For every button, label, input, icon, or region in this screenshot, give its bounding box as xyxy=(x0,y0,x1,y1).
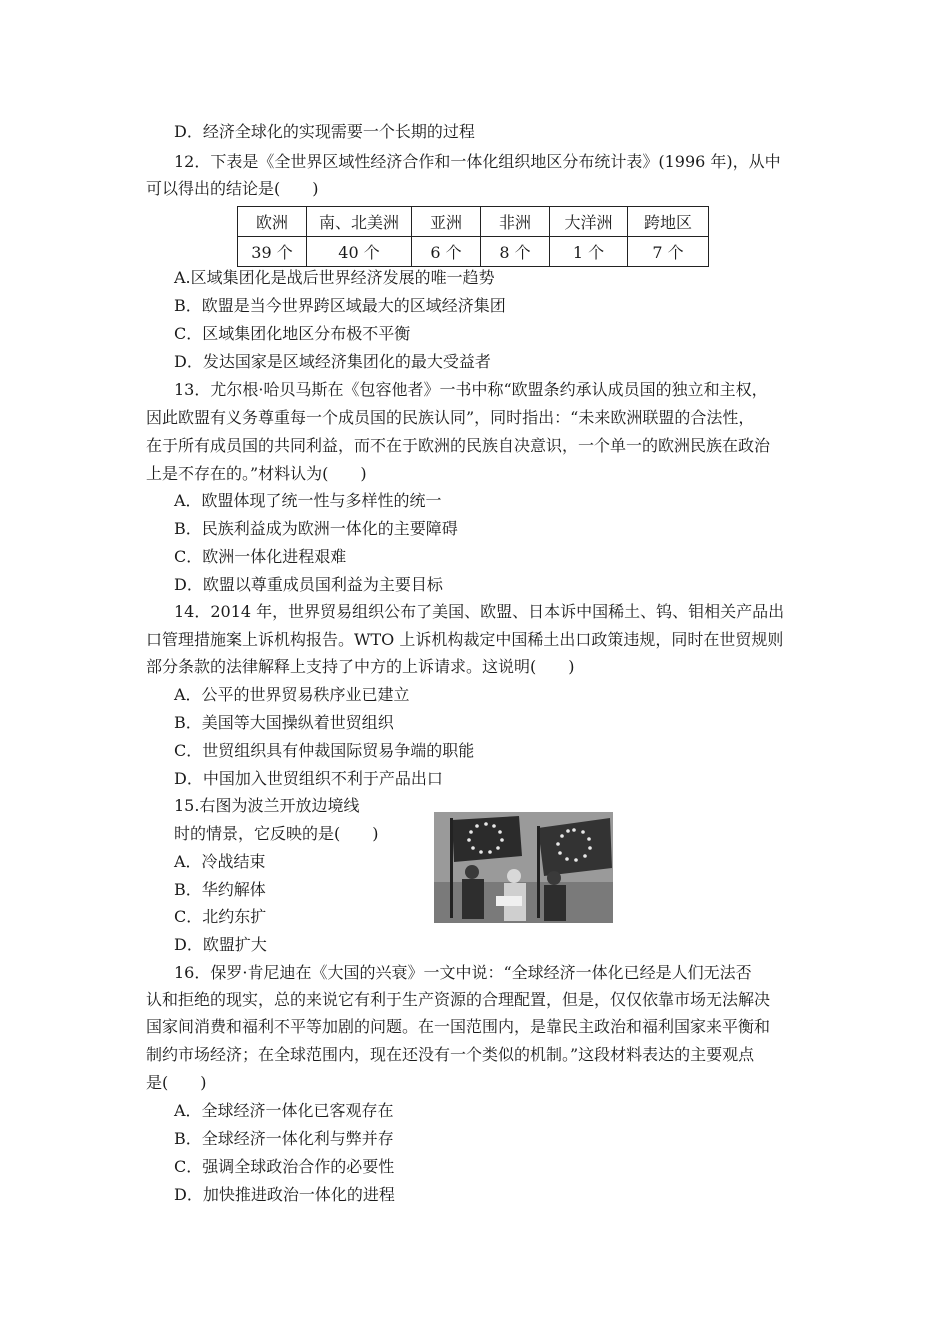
q16-option-b: B．全球经济一体化利与弊并存 xyxy=(174,1129,394,1148)
table-value-cell: 7 个 xyxy=(628,237,709,267)
q14-stem-line-1: 14．2014 年，世界贸易组织公布了美国、欧盟、日本诉中国稀土、钨、钼相关产品出 xyxy=(174,602,785,621)
table-value-cell: 6 个 xyxy=(412,237,481,267)
q15-option-b: B．华约解体 xyxy=(174,880,266,899)
q15-option-d: D．欧盟扩大 xyxy=(174,935,267,954)
q14-stem-line-2: 口管理措施案上诉机构报告。WTO 上诉机构裁定中国稀土出口政策违规，同时在世贸规则 xyxy=(146,630,784,649)
q16-stem-line-1: 16．保罗·肯尼迪在《大国的兴衰》一文中说：“全球经济一体化已经是人们无法否 xyxy=(174,963,752,982)
q12-option-b: B．欧盟是当今世界跨区域最大的区域经济集团 xyxy=(174,296,506,315)
table-header-cell: 大洋洲 xyxy=(550,207,628,237)
q14-option-a: A．公平的世界贸易秩序业已建立 xyxy=(174,685,410,704)
table-value-row xyxy=(238,237,709,267)
q16-stem-line-3: 国家间消费和福利不平等加剧的问题。在一国范围内，是靠民主政治和福利国家来平衡和 xyxy=(146,1017,771,1036)
table-header-row xyxy=(238,207,709,237)
q15-option-c: C．北约东扩 xyxy=(174,907,267,926)
table-value-cell: 1 个 xyxy=(550,237,628,267)
q13-option-a: A．欧盟体现了统一性与多样性的统一 xyxy=(174,491,442,510)
q13-option-d: D．欧盟以尊重成员国利益为主要目标 xyxy=(174,575,443,594)
q12-option-c: C．区域集团化地区分布极不平衡 xyxy=(174,324,411,343)
q15-stem-line-1: 15.右图为波兰开放边境线 xyxy=(174,796,360,815)
table-header-cell: 南、北美洲 xyxy=(307,207,412,237)
q14-option-c: C．世贸组织具有仲裁国际贸易争端的职能 xyxy=(174,741,475,760)
q13-option-c: C．欧洲一体化进程艰难 xyxy=(174,547,347,566)
q16-option-d: D．加快推进政治一体化的进程 xyxy=(174,1185,395,1204)
table-header-cell: 跨地区 xyxy=(628,207,709,237)
q13-stem-line-4: 上是不存在的。”材料认为( ) xyxy=(146,464,367,483)
q15-option-a: A．冷战结束 xyxy=(174,852,266,871)
q15-stem-line-2: 时的情景，它反映的是( ) xyxy=(174,824,379,843)
q14-option-d: D．中国加入世贸组织不利于产品出口 xyxy=(174,769,443,788)
photo-illustration xyxy=(434,812,613,923)
q12-option-a: A.区域集团化是战后世界经济发展的唯一趋势 xyxy=(174,268,495,287)
q13-stem-line-3: 在于所有成员国的共同利益，而不在于欧洲的民族自决意识，一个单一的欧洲民族在政治 xyxy=(146,436,771,455)
q14-option-b: B．美国等大国操纵着世贸组织 xyxy=(174,713,394,732)
q13-stem-line-2: 因此欧盟有义务尊重每一个成员国的民族认同”，同时指出：“未来欧洲联盟的合法性， xyxy=(146,408,755,427)
q16-stem-line-5: 是( ) xyxy=(146,1073,207,1092)
q16-option-a: A．全球经济一体化已客观存在 xyxy=(174,1101,394,1120)
table-value-cell: 39 个 xyxy=(238,237,307,267)
q12-stem-line-2: 可以得出的结论是( ) xyxy=(146,179,319,198)
table-value-cell: 8 个 xyxy=(481,237,550,267)
q12-stem-line-1: 12．下表是《全世界区域性经济合作和一体化组织地区分布统计表》(1996 年)，从中 xyxy=(174,152,781,171)
table-header-cell: 亚洲 xyxy=(412,207,481,237)
q13-option-b: B．民族利益成为欧洲一体化的主要障碍 xyxy=(174,519,458,538)
q13-stem-line-1: 13．尤尔根·哈贝马斯在《包容他者》一书中称“欧盟条约承认成员国的独立和主权， xyxy=(174,380,768,399)
q12-stats-table xyxy=(237,206,709,267)
q11-option-d: D．经济全球化的实现需要一个长期的过程 xyxy=(174,122,475,141)
q16-option-c: C．强调全球政治合作的必要性 xyxy=(174,1157,395,1176)
q12-option-d: D．发达国家是区域经济集团化的最大受益者 xyxy=(174,352,491,371)
q16-stem-line-2: 认和拒绝的现实，总的来说它有利于生产资源的合理配置，但是，仅仅依靠市场无法解决 xyxy=(146,990,771,1009)
table-header-cell: 非洲 xyxy=(481,207,550,237)
q14-stem-line-3: 部分条款的法律解释上支持了中方的上诉请求。这说明( ) xyxy=(146,657,575,676)
q16-stem-line-4: 制约市场经济；在全球范围内，现在还没有一个类似的机制。”这段材料表达的主要观点 xyxy=(146,1045,755,1064)
border-opening-photo xyxy=(434,812,613,923)
table-value-cell: 40 个 xyxy=(307,237,412,267)
table-header-cell: 欧洲 xyxy=(238,207,307,237)
